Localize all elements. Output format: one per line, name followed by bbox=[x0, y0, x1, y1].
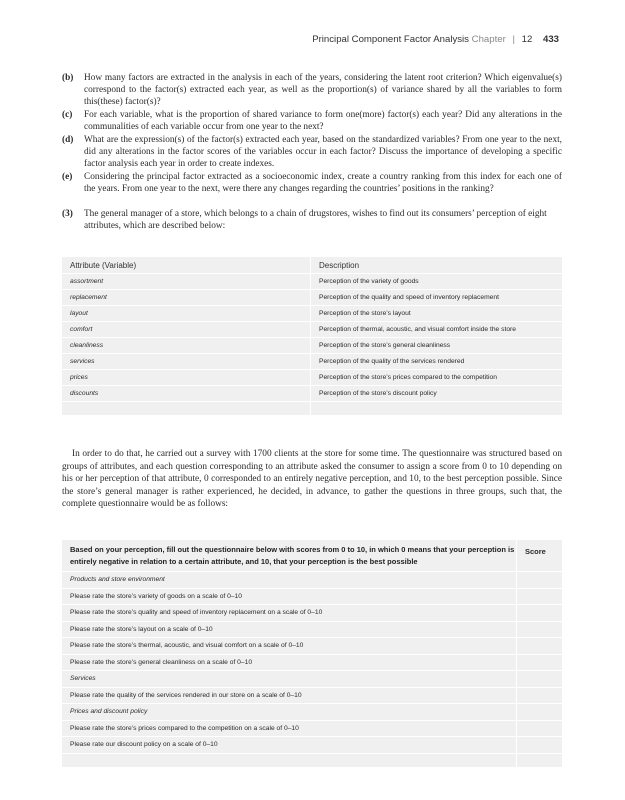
question-row bbox=[62, 720, 562, 737]
chapter-number: 12 bbox=[521, 34, 533, 45]
question-text: Considering the principal factor extracted as a socioeconomic index, create a country ranking from this index for each one of the years. From one year to the next, were there any changes regarding the countries’ positions in the ranking? bbox=[84, 172, 562, 194]
book-section-title: Principal Component Factor Analysis bbox=[312, 34, 469, 45]
chapter-label: Chapter bbox=[471, 34, 506, 45]
questionnaire-table bbox=[62, 540, 562, 767]
description-cell: Perception of thermal, acoustic, and visual comfort inside the store bbox=[311, 322, 563, 338]
attribute-cell: prices bbox=[62, 370, 311, 386]
question-row bbox=[62, 654, 562, 671]
question-row bbox=[62, 588, 562, 605]
score-cell bbox=[517, 588, 563, 605]
item-label: (3) bbox=[62, 209, 73, 219]
question-c bbox=[62, 109, 562, 133]
question-label: (d) bbox=[62, 135, 74, 145]
question-cell: Please rate the store’s thermal, acoustic, and visual comfort on a scale of 0–10 bbox=[62, 638, 517, 655]
attribute-cell: assortment bbox=[62, 274, 311, 290]
attribute-cell: comfort bbox=[62, 322, 311, 338]
question-row bbox=[62, 737, 562, 754]
table-padding-row bbox=[62, 402, 562, 416]
exercise-item-3 bbox=[62, 208, 562, 232]
question-row bbox=[62, 687, 562, 704]
table-row bbox=[62, 338, 562, 354]
section-title: Prices and discount policy bbox=[62, 704, 517, 721]
question-cell: Please rate our discount policy on a scale of 0–10 bbox=[62, 737, 517, 754]
score-cell bbox=[517, 704, 563, 721]
question-label: (b) bbox=[62, 73, 74, 83]
score-cell bbox=[517, 720, 563, 737]
score-cell bbox=[517, 572, 563, 589]
question-e bbox=[62, 171, 562, 195]
question-cell: Please rate the store’s general cleanliness on a scale of 0–10 bbox=[62, 654, 517, 671]
question-cell: Please rate the quality of the services rendered in our store on a scale of 0–10 bbox=[62, 687, 517, 704]
section-row bbox=[62, 704, 562, 721]
score-cell bbox=[517, 654, 563, 671]
question-text: How many factors are extracted in the analysis in each of the years, considering the latent root criterion? Which eigenvalue(s) correspond to the factor(s) extracted each year, as well as the proportion(s) of variance shared by all the variables to form this(these) factor(s)? bbox=[84, 73, 562, 107]
question-cell: Please rate the store’s quality and speed of inventory replacement on a scale of 0–10 bbox=[62, 605, 517, 622]
score-column-header: Score bbox=[517, 540, 563, 572]
description-cell: Perception of the store’s general cleanliness bbox=[311, 338, 563, 354]
section-row bbox=[62, 671, 562, 688]
question-cell: Please rate the store’s layout on a scale of 0–10 bbox=[62, 621, 517, 638]
table-padding-row bbox=[62, 753, 562, 767]
column-header-description: Description bbox=[311, 257, 563, 274]
running-header bbox=[312, 34, 559, 45]
description-cell: Perception of the store’s discount policy bbox=[311, 386, 563, 402]
question-row bbox=[62, 621, 562, 638]
attribute-cell: replacement bbox=[62, 290, 311, 306]
questionnaire-header-row bbox=[62, 540, 562, 572]
description-cell: Perception of the quality and speed of inventory replacement bbox=[311, 290, 563, 306]
table-row bbox=[62, 274, 562, 290]
exercise-question-list bbox=[62, 72, 562, 196]
score-cell bbox=[517, 638, 563, 655]
section-title: Products and store environment bbox=[62, 572, 517, 589]
attribute-cell: layout bbox=[62, 306, 311, 322]
attribute-table-header-row bbox=[62, 257, 562, 274]
attribute-cell: services bbox=[62, 354, 311, 370]
score-cell bbox=[517, 687, 563, 704]
description-cell: Perception of the store’s layout bbox=[311, 306, 563, 322]
score-cell bbox=[517, 605, 563, 622]
question-label: (e) bbox=[62, 172, 73, 182]
question-cell: Please rate the store’s prices compared to the competition on a scale of 0–10 bbox=[62, 720, 517, 737]
column-header-attribute: Attribute (Variable) bbox=[62, 257, 311, 274]
question-b bbox=[62, 72, 562, 108]
table-row bbox=[62, 370, 562, 386]
question-text: For each variable, what is the proportion of shared variance to form one(more) factor(s) each year? Did any alterations in the communalities of each variable occur from one year to the next? bbox=[84, 110, 562, 132]
description-cell: Perception of the quality of the services rendered bbox=[311, 354, 563, 370]
table-row bbox=[62, 306, 562, 322]
score-cell bbox=[517, 621, 563, 638]
score-cell bbox=[517, 737, 563, 754]
attribute-cell: cleanliness bbox=[62, 338, 311, 354]
question-cell: Please rate the store’s variety of goods on a scale of 0–10 bbox=[62, 588, 517, 605]
score-cell bbox=[517, 671, 563, 688]
question-d bbox=[62, 134, 562, 170]
table-row bbox=[62, 290, 562, 306]
question-row bbox=[62, 638, 562, 655]
table-row bbox=[62, 322, 562, 338]
table-row bbox=[62, 386, 562, 402]
attribute-table bbox=[62, 257, 562, 415]
header-separator: | bbox=[512, 34, 515, 45]
description-cell: Perception of the variety of goods bbox=[311, 274, 563, 290]
page-number: 433 bbox=[542, 34, 559, 45]
section-row bbox=[62, 572, 562, 589]
questionnaire-instructions: Based on your perception, fill out the questionnaire below with scores from 0 to 10, in which 0 means that your perception is entirely negative in relation to a certain attribute, and 10, that your perception is the best possible bbox=[62, 540, 517, 572]
item-text: The general manager of a store, which belongs to a chain of drugstores, wishes to find out its consumers’ perception of eight attributes, which are described below: bbox=[84, 209, 547, 231]
attribute-cell: discounts bbox=[62, 386, 311, 402]
question-label: (c) bbox=[62, 110, 73, 120]
question-text: What are the expression(s) of the factor(s) extracted each year, based on the standardized variables? From one year to the next, did any alterations in the factor scores of the variables occur in each factor? Discuss the importance of developing a specific factor analysis each year in order to create indexes. bbox=[84, 135, 562, 169]
question-row bbox=[62, 605, 562, 622]
section-title: Services bbox=[62, 671, 517, 688]
description-cell: Perception of the store’s prices compared to the competition bbox=[311, 370, 563, 386]
table-row bbox=[62, 354, 562, 370]
body-paragraph: In order to do that, he carried out a survey with 1700 clients at the store for some time. The questionnaire was structured based on groups of attributes, and each question corresponding to an attribute asked the consumer to assign a score from 0 to 10 depending on his or her perception of that attribute, 0 corresponded to an entirely negative perception, and 10, to the best perception possible. Since the store’s general manager is rather experienced, he decided, in advance, to gather the questions in three groups, such that, the complete questionnaire would be as follows: bbox=[62, 449, 562, 510]
